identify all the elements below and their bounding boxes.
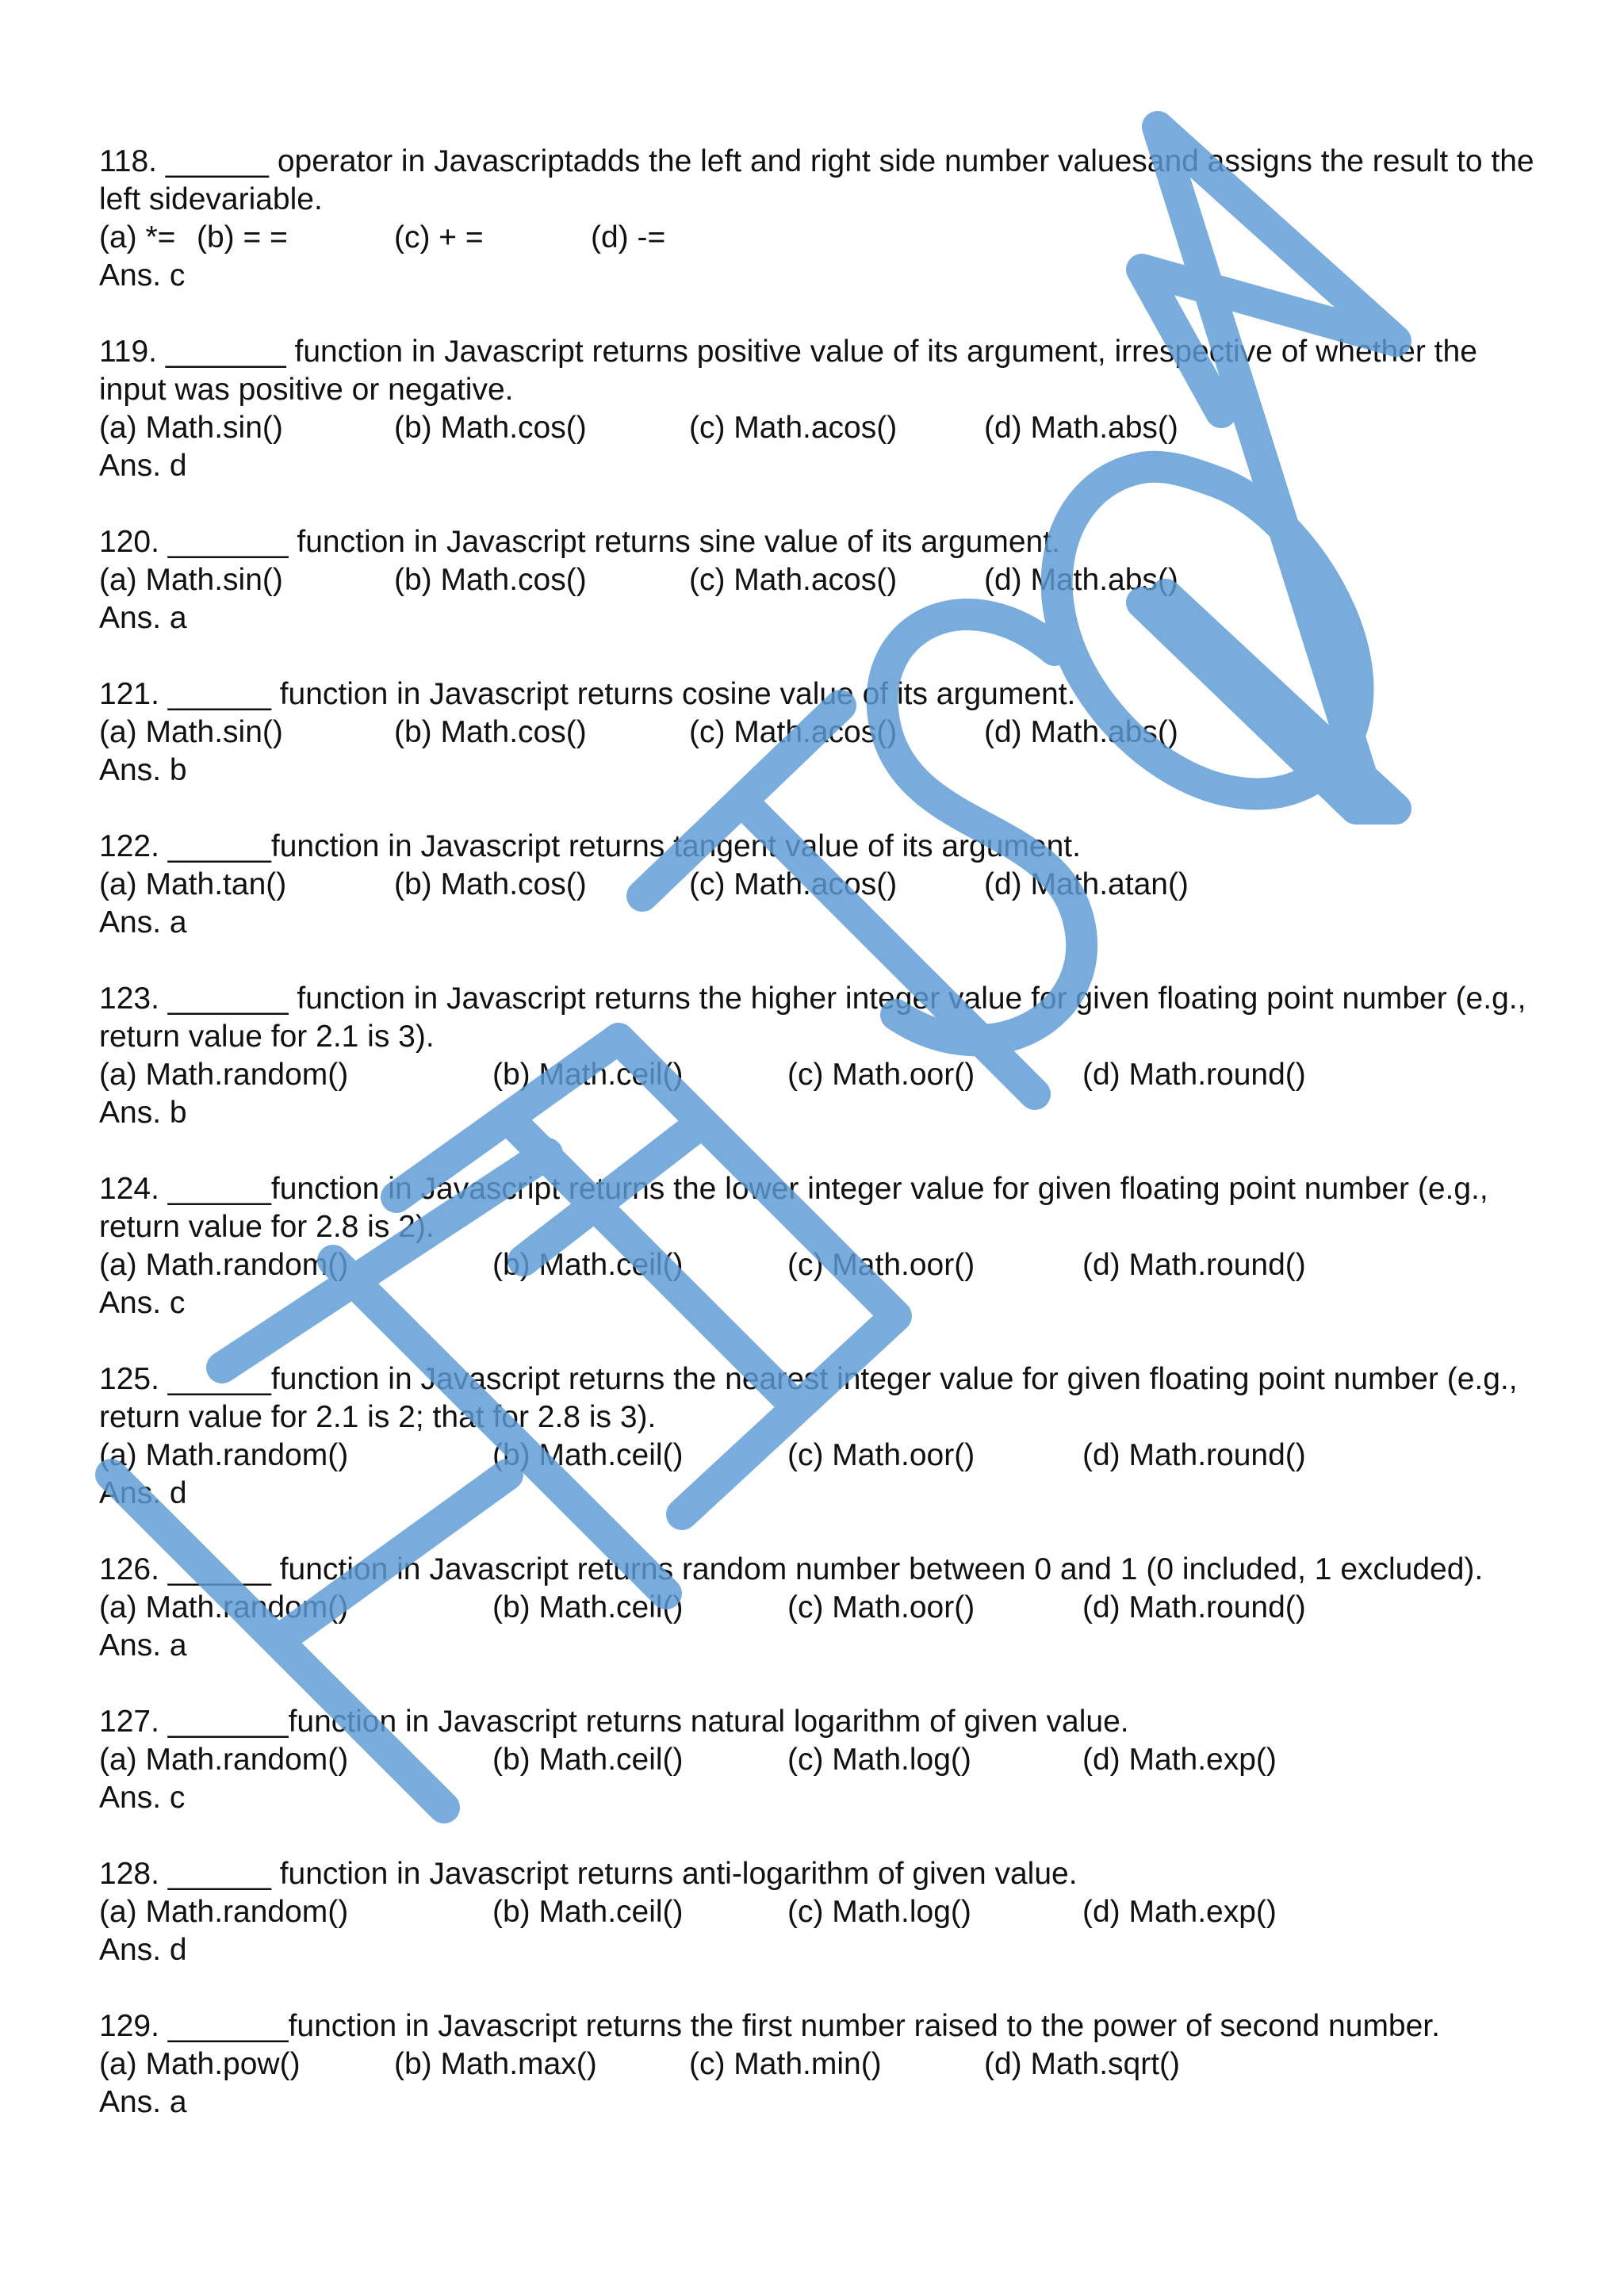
option-d: (d) Math.abs(): [984, 563, 1178, 597]
option-c: (c) Math.acos(): [689, 715, 898, 749]
option-a: (a) Math.random(): [99, 1438, 349, 1472]
option-c: (c) + =: [394, 220, 484, 254]
option-b: (b) Math.cos(): [394, 563, 587, 597]
question-122: [99, 828, 1542, 942]
answer: Ans. b: [99, 753, 187, 787]
options-row: [99, 1246, 1542, 1284]
question-text: 127. _______function in Javascript returns natural logarithm of given value.: [99, 1705, 1129, 1739]
answer: Ans. a: [99, 905, 187, 939]
option-c: (c) Math.acos(): [689, 411, 898, 445]
option-d: (d) Math.sqrt(): [984, 2047, 1181, 2081]
options-row: [99, 1437, 1542, 1475]
question-text: 124. ______function in Javascript returns the lower integer value for given floating point number (e.g., return value for 2.8 is 2).: [99, 1172, 1488, 1244]
document-page: [99, 143, 1542, 2160]
option-a: (a) Math.random(): [99, 1743, 349, 1777]
answer: Ans. a: [99, 601, 187, 635]
option-d: (d) Math.round(): [1082, 1438, 1306, 1472]
option-d: (d) Math.exp(): [1082, 1895, 1277, 1929]
answer: Ans. b: [99, 1096, 187, 1130]
question-text: 118. ______ operator in Javascriptadds the left and right side number valuesand assigns the result to the left sidevariable.: [99, 144, 1534, 216]
question-129: [99, 2007, 1542, 2122]
options-row: [99, 1589, 1542, 1627]
question-124: [99, 1170, 1542, 1322]
option-a: (a) *=: [99, 220, 176, 254]
option-a: (a) Math.tan(): [99, 867, 287, 901]
question-126: [99, 1551, 1542, 1665]
option-d: (d) Math.abs(): [984, 715, 1178, 749]
option-b: (b) Math.ceil(): [492, 1438, 684, 1472]
option-b: (b) Math.ceil(): [492, 1248, 684, 1282]
question-text: 125. ______function in Javascript returns the nearest integer value for given floating point number (e.g., return value for 2.1 is 2; that for 2.8 is 3).: [99, 1362, 1518, 1434]
question-text: 129. _______function in Javascript returns the first number raised to the power of second number.: [99, 2009, 1440, 2043]
question-123: [99, 980, 1542, 1132]
option-c: (c) Math.oor(): [787, 1590, 975, 1624]
answer: Ans. a: [99, 1628, 187, 1663]
options-row: [99, 1893, 1542, 1931]
option-b: (b) Math.ceil(): [492, 1590, 684, 1624]
option-b: (b) Math.ceil(): [492, 1895, 684, 1929]
option-d: (d) -=: [591, 220, 666, 254]
option-c: (c) Math.log(): [787, 1743, 971, 1777]
option-c: (c) Math.oor(): [787, 1058, 975, 1092]
option-a: (a) Math.random(): [99, 1895, 349, 1929]
question-128: [99, 1855, 1542, 1969]
question-text: 120. _______ function in Javascript returns sine value of its argument.: [99, 525, 1060, 559]
option-b: (b) Math.ceil(): [492, 1743, 684, 1777]
answer: Ans. d: [99, 1476, 187, 1510]
option-a: (a) Math.pow(): [99, 2047, 301, 2081]
option-d: (d) Math.round(): [1082, 1590, 1306, 1624]
option-c: (c) Math.oor(): [787, 1438, 975, 1472]
options-row: [99, 714, 1542, 752]
options-row: [99, 219, 1542, 257]
question-118: [99, 143, 1542, 295]
option-d: (d) Math.exp(): [1082, 1743, 1277, 1777]
option-a: (a) Math.sin(): [99, 411, 283, 445]
option-c: (c) Math.oor(): [787, 1248, 975, 1282]
option-c: (c) Math.log(): [787, 1895, 971, 1929]
option-d: (d) Math.round(): [1082, 1058, 1306, 1092]
option-d: (d) Math.round(): [1082, 1248, 1306, 1282]
answer: Ans. d: [99, 1933, 187, 1967]
option-a: (a) Math.sin(): [99, 563, 283, 597]
answer: Ans. c: [99, 258, 186, 293]
options-row: [99, 409, 1542, 447]
question-text: 122. ______function in Javascript returns tangent value of its argument.: [99, 829, 1081, 863]
option-d: (d) Math.abs(): [984, 411, 1178, 445]
question-text: 126. ______ function in Javascript returns random number between 0 and 1 (0 included, 1 excluded).: [99, 1552, 1484, 1586]
question-text: 119. _______ function in Javascript returns positive value of its argument, irrespective of whether the input was positive or negative.: [99, 335, 1477, 407]
option-a: (a) Math.random(): [99, 1058, 349, 1092]
question-125: [99, 1360, 1542, 1513]
options-row: [99, 561, 1542, 599]
option-b: (b) Math.ceil(): [492, 1058, 684, 1092]
option-b: (b) = =: [197, 220, 288, 254]
option-c: (c) Math.acos(): [689, 563, 898, 597]
answer: Ans. c: [99, 1286, 186, 1320]
option-a: (a) Math.sin(): [99, 715, 283, 749]
option-c: (c) Math.acos(): [689, 867, 898, 901]
option-c: (c) Math.min(): [689, 2047, 882, 2081]
answer: Ans. c: [99, 1781, 186, 1815]
question-121: [99, 675, 1542, 790]
answer: Ans. a: [99, 2085, 187, 2119]
question-127: [99, 1703, 1542, 1817]
question-119: [99, 333, 1542, 485]
options-row: [99, 1056, 1542, 1094]
options-row: [99, 866, 1542, 904]
option-b: (b) Math.max(): [394, 2047, 597, 2081]
question-text: 128. ______ function in Javascript returns anti-logarithm of given value.: [99, 1857, 1078, 1891]
option-a: (a) Math.random(): [99, 1590, 349, 1624]
options-row: [99, 1741, 1542, 1779]
option-a: (a) Math.random(): [99, 1248, 349, 1282]
option-b: (b) Math.cos(): [394, 715, 587, 749]
options-row: [99, 2045, 1542, 2084]
option-d: (d) Math.atan(): [984, 867, 1189, 901]
option-b: (b) Math.cos(): [394, 867, 587, 901]
question-text: 121. ______ function in Javascript returns cosine value of its argument.: [99, 677, 1076, 711]
question-120: [99, 523, 1542, 637]
question-text: 123. _______ function in Javascript returns the higher integer value for given floating point number (e.g., return value for 2.1 is 3).: [99, 982, 1526, 1054]
option-b: (b) Math.cos(): [394, 411, 587, 445]
answer: Ans. d: [99, 449, 187, 483]
